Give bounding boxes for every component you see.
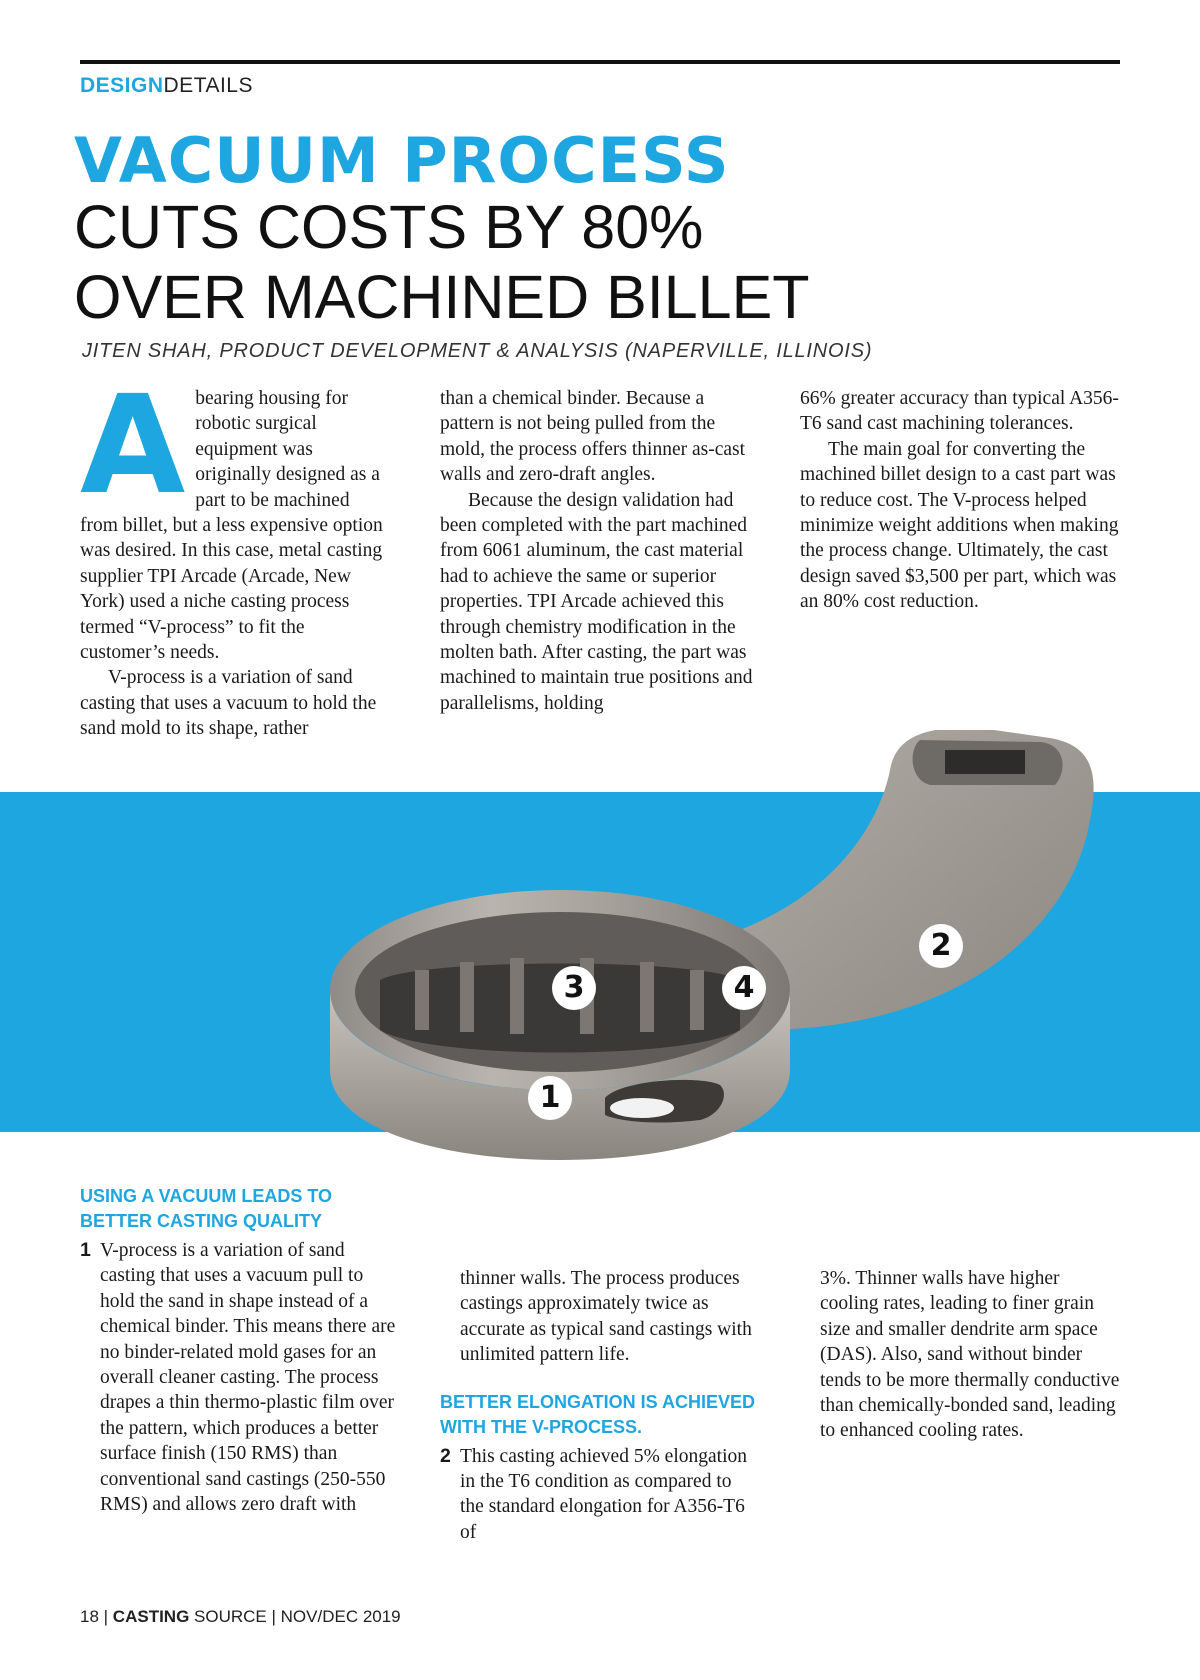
note-number: 2 [440,1444,451,1467]
callout-3: 3 [552,966,596,1010]
byline: JITEN SHAH, PRODUCT DEVELOPMENT & ANALYSIS (NAPERVILLE, ILLINOIS) [82,340,873,362]
notes-subhead: USING A VACUUM LEADS TO BETTER CASTING QUALITY [80,1186,333,1231]
article-paragraph: V-process is a variation of sand casting that uses a vacuum to hold the sand mold to its shape, rather [80,667,377,740]
bearing-housing-photo [320,730,1140,1180]
publication-name-rest: SOURCE [194,1607,267,1626]
headline-line-3: OVER MACHINED BILLET [74,263,810,331]
article-column-2 [440,386,762,716]
headline [74,192,1074,332]
article-column-1 [80,367,392,742]
callout-1: 1 [528,1076,572,1120]
callout-4: 4 [722,966,766,1010]
article-text: bearing housing for robotic surgical equipment was originally designed as a part to be machined from billet, but a less expensive option was desired. In this case, metal casting supplier TPI Arcade (Arcade, New York) used a niche casting process termed “V-process” to fit the customer’s needs. [80,388,383,664]
article-paragraph: than a chemical binder. Because a pattern is not being pulled from the mold, the process offers thinner as-cast walls and zero-draft angles. [440,388,746,486]
note-text: 3%. Thinner walls have higher cooling rates, leading to finer grain size and smaller dendrite arm space (DAS). Also, sand without binder tends to be more thermally conductive than chemically-bonded sand, leading to enhanced cooling rates. [820,1268,1120,1442]
issue-date: NOV/DEC 2019 [280,1607,401,1626]
article-paragraph: Because the design validation had been completed with the part machined from 6061 aluminum, the cast material had to achieve the same or superior properties. TPI Arcade achieved this through chemistry modification in the molten bath. After casting, the part was machined to maintain true positions and parallelisms, holding [440,489,753,714]
section-label [80,74,253,98]
notes-column-1 [80,1184,400,1517]
headline-accent: VACUUM PROCESS [74,124,730,197]
note-text: This casting achieved 5% elongation in the T6 condition as compared to the standard elongation for A356-T6 of [460,1445,747,1543]
note-text: thinner walls. The process produces castings approximately twice as accurate as typical sand castings with unlimited pattern life. [460,1268,752,1366]
article-paragraph [80,367,392,665]
drop-cap: A [80,367,186,525]
note-item-1 [80,1238,400,1517]
notes-subhead: BETTER ELONGATION IS ACHIEVED WITH THE V-PROCESS. [440,1391,756,1437]
note-item-2 [440,1444,760,1546]
notes-column-2 [440,1266,760,1545]
note-text: V-process is a variation of sand casting that uses a vacuum pull to hold the sand in shape instead of a chemical binder. This means there are no binder-related mold gases for an overall cleaner casting. The process drapes a thin thermo-plastic film over the pattern, which produces a better surface finish (150 RMS) than conventional sand castings (250-550 RMS) and allows zero draft with [100,1240,396,1516]
publication-name-bold: CASTING [112,1607,190,1626]
callout-2: 2 [919,924,963,968]
page-footer: 18 | CASTING SOURCE | NOV/DEC 2019 [80,1607,401,1626]
article-paragraph: 66% greater accuracy than typical A356-T6 sand cast machining tolerances. [800,388,1119,435]
headline-line-2: CUTS COSTS BY 80% [74,193,704,261]
page-number: 18 [80,1607,99,1626]
section-label-rest: DETAILS [163,74,253,97]
article-paragraph: The main goal for converting the machined billet design to a cast part was to reduce cost. The V-process helped minimize weight additions when making the process change. Ultimately, the cast design saved $3,500 per part, which was an 80% cost reduction. [800,438,1119,613]
section-label-bold: DESIGN [80,74,164,97]
top-rule [80,60,1120,64]
note-number: 1 [80,1239,91,1261]
article-column-3 [800,386,1120,615]
notes-column-3 [820,1266,1120,1444]
